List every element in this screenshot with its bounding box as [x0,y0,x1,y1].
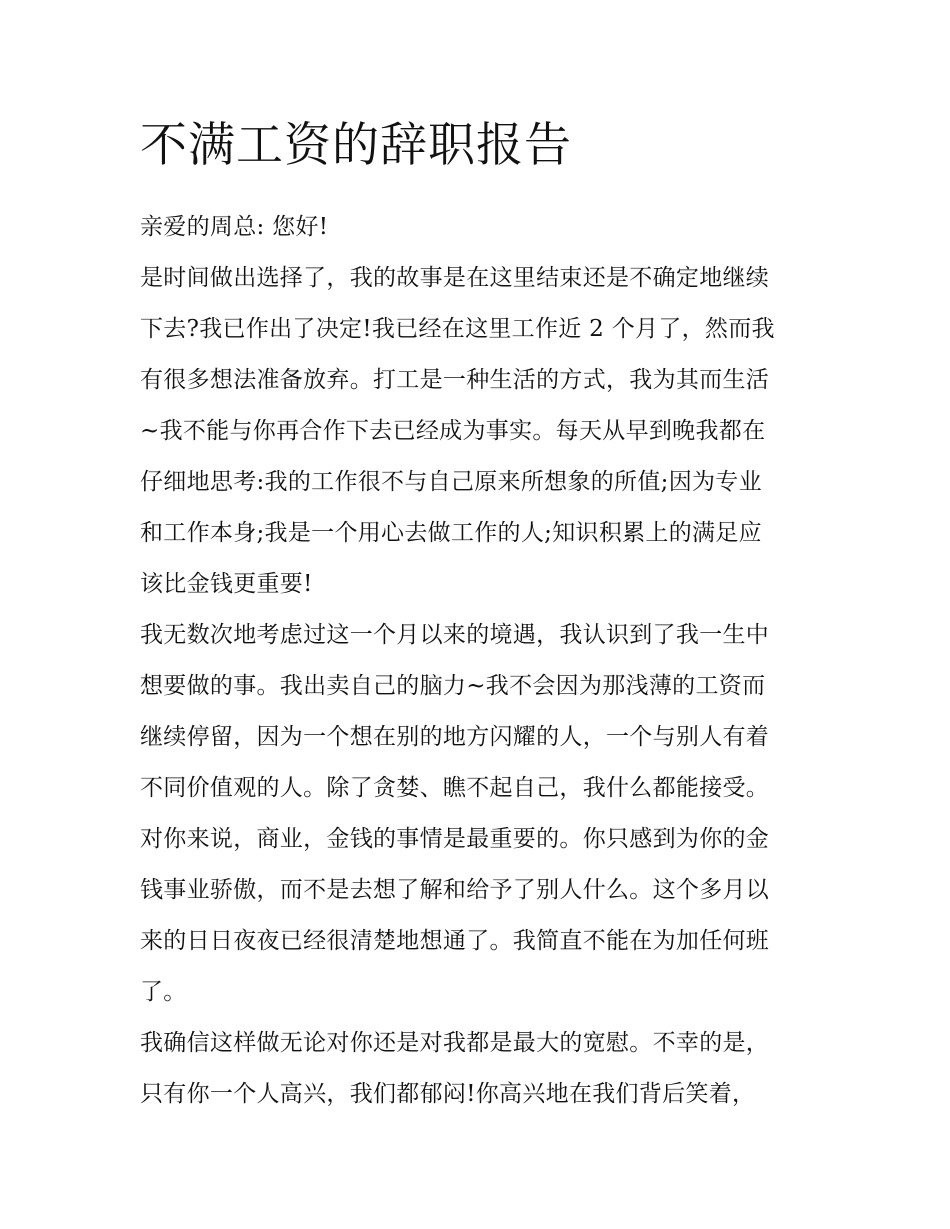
text-line: 钱事业骄傲，而不是去想了解和给予了别人什么。这个多月以 [140,877,770,903]
text-line: ~我不能与你再合作下去已经成为事实。每天从早到晚我都在 [140,418,766,444]
text-line: 我无数次地考虑过这一个月以来的境遇，我认识到了我一生中 [140,622,770,648]
greeting-paragraph [140,202,812,253]
text-line: 我确信这样做无论对你还是对我都是最大的宽慰。不幸的是， [140,1030,770,1056]
body-paragraph-2 [140,610,812,1018]
text-line: 该比金钱更重要! [140,571,313,597]
text-line: 继续停留，因为一个想在别的地方闪耀的人，一个与别人有着 [140,724,770,750]
text-line: 和工作本身;我是一个用心去做工作的人;知识积累上的满足应 [140,520,762,546]
body-paragraph-1 [140,253,812,610]
document-title: 不满工资的辞职报告 [140,118,572,173]
text-line: 是时间做出选择了，我的故事是在这里结束还是不确定地继续 [140,265,770,291]
body-paragraph-3 [140,1018,812,1120]
text-line: 只有你一个人高兴，我们都郁闷!你高兴地在我们背后笑着， [140,1081,756,1107]
text-line: 想要做的事。我出卖自己的脑力~我不会因为那浅薄的工资而 [140,673,766,699]
text-line: 了。 [140,979,187,1005]
text-line: 亲爱的周总: 您好! [140,214,329,240]
text-line: 有很多想法准备放弃。打工是一种生活的方式，我为其而生活 [140,367,770,393]
document-body [140,112,812,1120]
text-line: 来的日日夜夜已经很清楚地想通了。我简直不能在为加任何班 [140,928,770,954]
text-line: 下去?我已作出了决定!我已经在这里工作近 2 个月了，然而我 [140,316,775,342]
text-line: 不同价值观的人。除了贪婪、瞧不起自己，我什么都能接受。 [140,775,770,801]
text-line: 仔细地思考:我的工作很不与自己原来所想象的所值;因为专业 [140,469,762,495]
text-line: 对你来说，商业，金钱的事情是最重要的。你只感到为你的金 [140,826,770,852]
